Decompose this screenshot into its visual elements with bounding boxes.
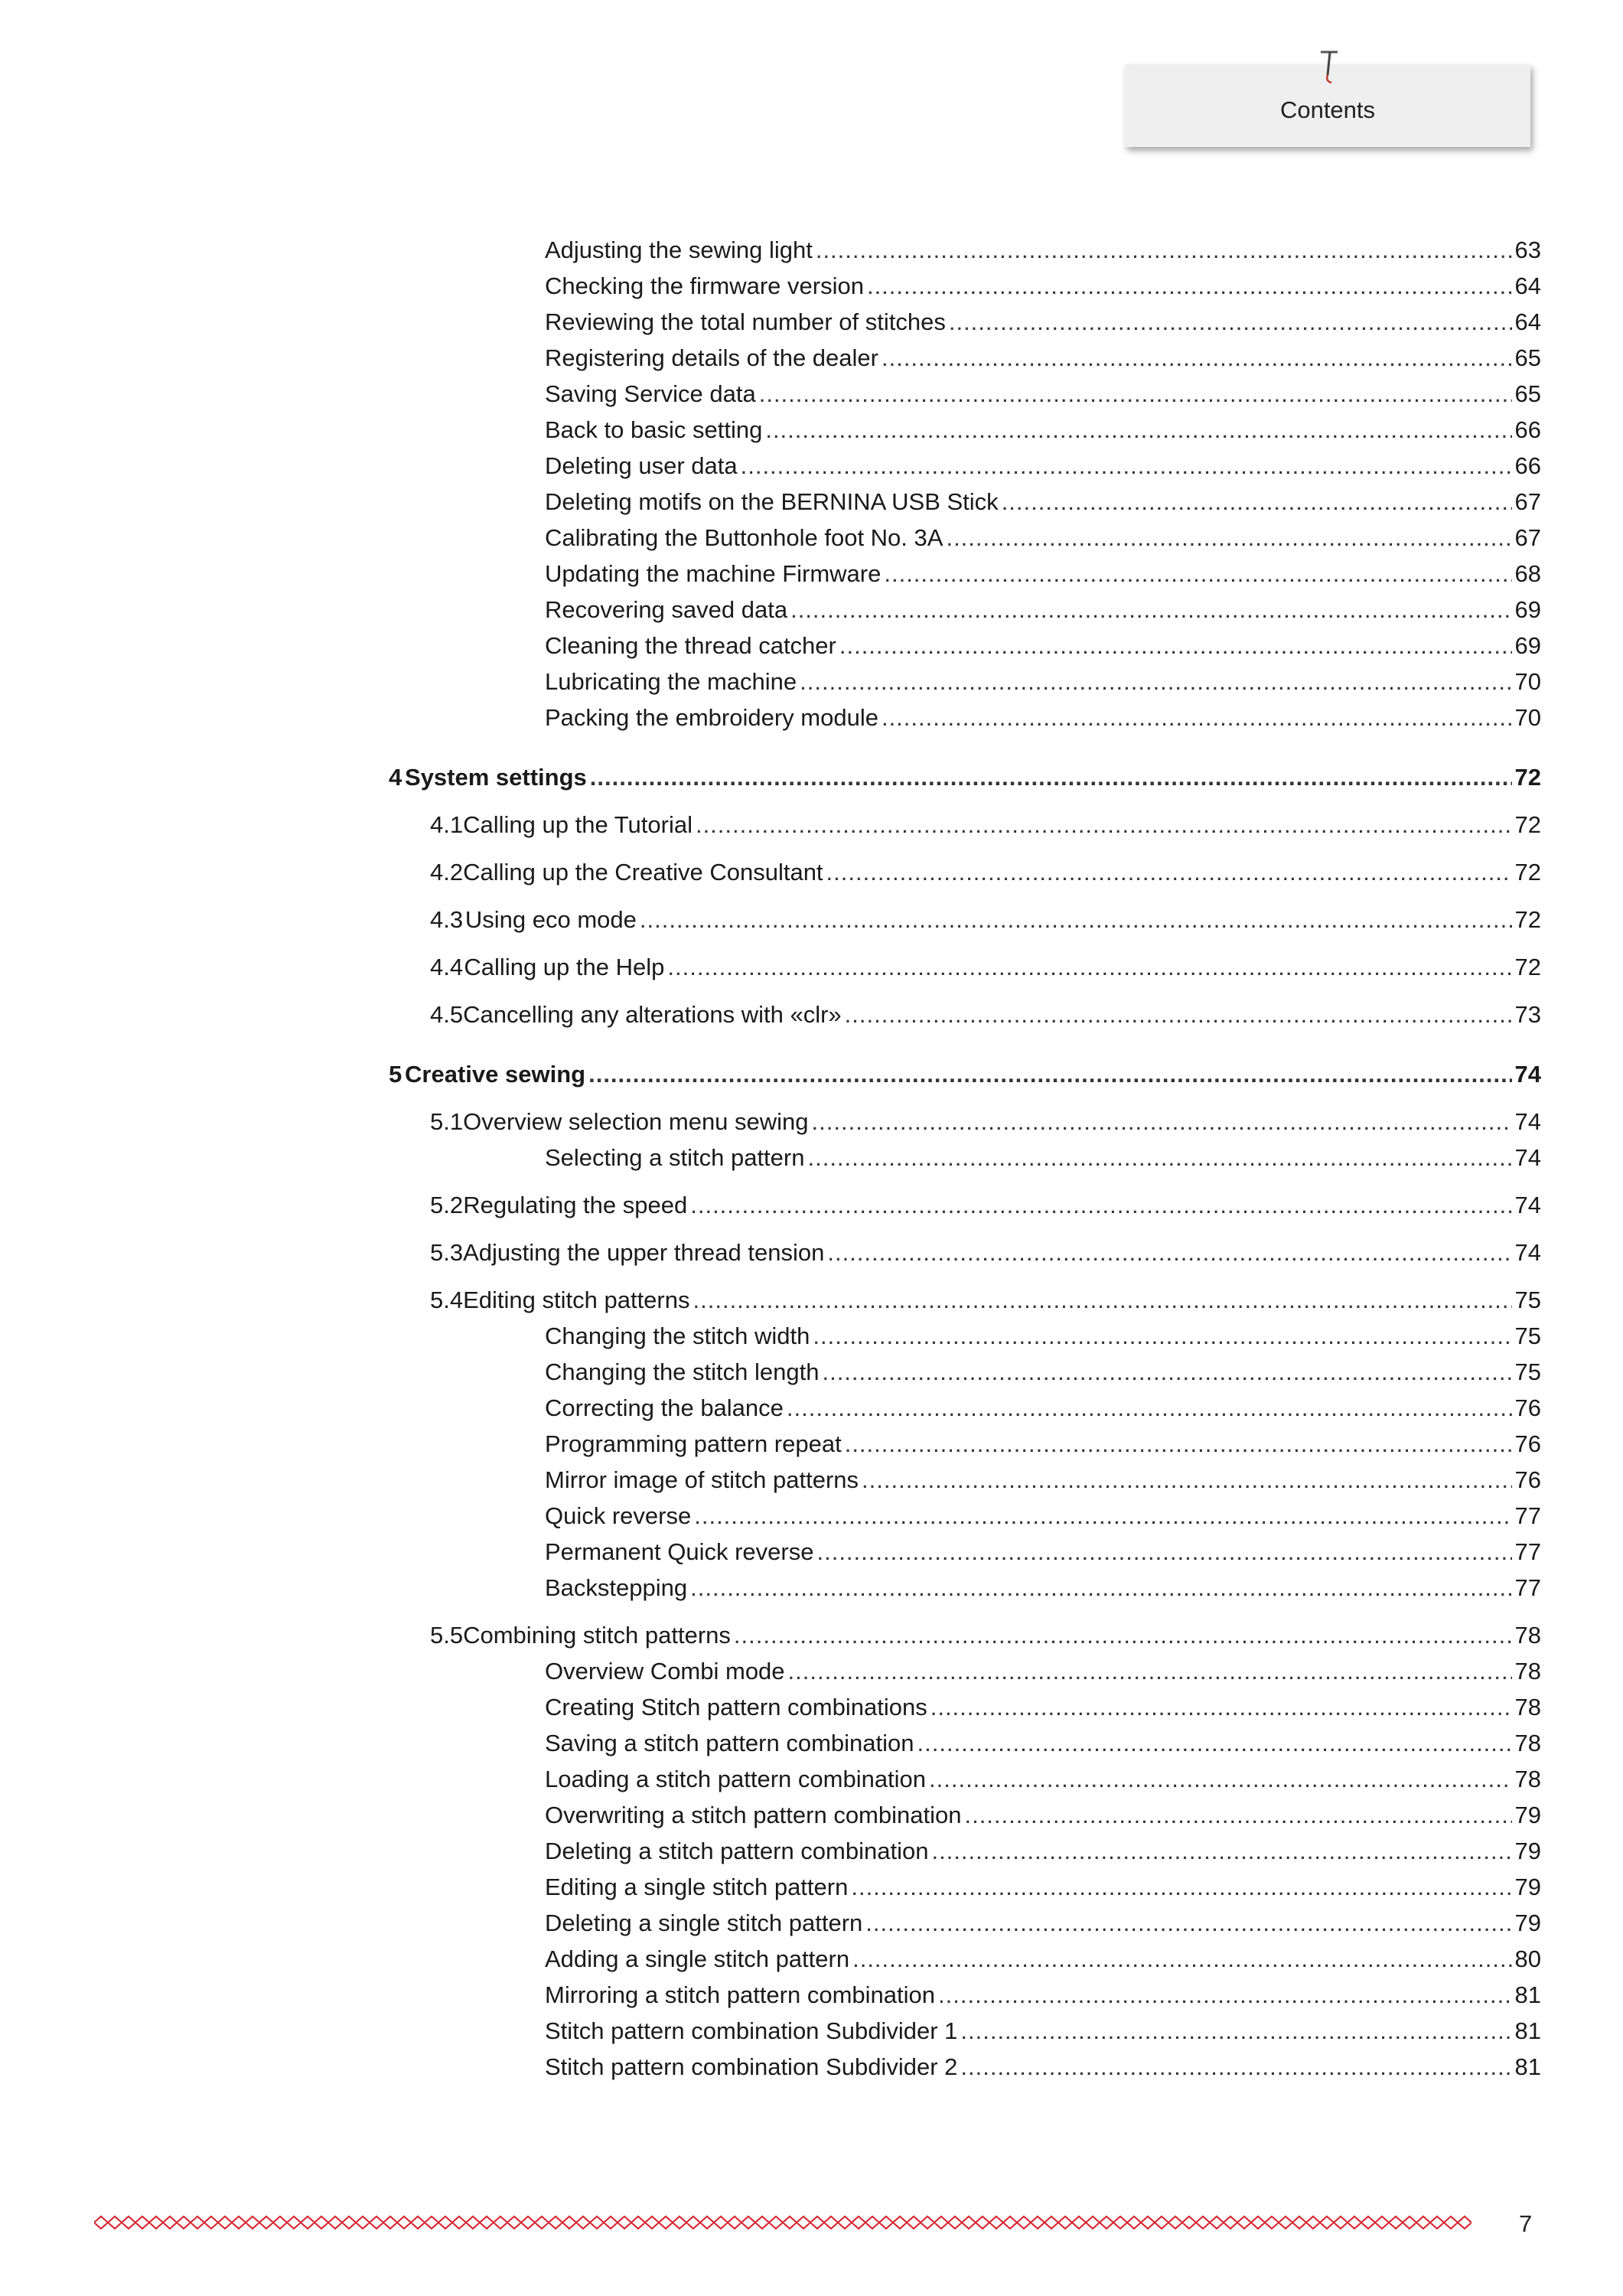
toc-dot-leader: [667, 952, 1511, 983]
toc-chapter-row[interactable]: [389, 1059, 1541, 1090]
toc-subsection-row[interactable]: [545, 1908, 1541, 1939]
toc-page-number: 76: [1514, 1430, 1541, 1457]
toc-title: Reviewing the total number of stitches: [545, 308, 946, 335]
toc-title: Deleting a single stitch pattern: [545, 1910, 863, 1936]
toc-number: 4.5: [430, 1001, 464, 1028]
toc-page-number: 66: [1514, 416, 1541, 443]
toc-dot-leader: [839, 631, 1512, 661]
toc-dot-leader: [734, 1620, 1512, 1651]
toc-title: Changing the stitch width: [545, 1322, 810, 1349]
toc-dot-leader: [590, 762, 1512, 793]
sewing-needle-icon: [1315, 44, 1345, 86]
toc-dot-leader: [690, 1190, 1511, 1221]
toc-page-number: 77: [1514, 1538, 1541, 1565]
toc-subsection-row[interactable]: [545, 2052, 1541, 2082]
toc-page-number: 67: [1514, 488, 1541, 515]
toc-title: Programming pattern repeat: [545, 1430, 842, 1457]
toc-page-number: 74: [1514, 1061, 1541, 1088]
toc-page-number: 81: [1514, 2053, 1541, 2080]
toc-subsection-row[interactable]: [545, 307, 1541, 338]
toc-dot-leader: [813, 1321, 1511, 1352]
toc-page-number: 78: [1514, 1766, 1541, 1792]
toc-title: Mirroring a stitch pattern combination: [545, 1981, 936, 2008]
toc-page-number: 67: [1514, 524, 1541, 551]
toc-dot-leader: [788, 1656, 1512, 1687]
toc-dot-leader: [827, 1238, 1511, 1268]
toc-dot-leader: [938, 1980, 1512, 2011]
toc-dot-leader: [640, 905, 1512, 935]
toc-section-row[interactable]: [430, 810, 1541, 840]
toc-subsection-row[interactable]: [545, 1143, 1541, 1173]
toc-number: 4: [389, 764, 402, 791]
toc-subsection-row[interactable]: [545, 451, 1541, 481]
toc-page-number: 79: [1514, 1802, 1541, 1828]
toc-subsection-row[interactable]: [545, 1357, 1541, 1388]
toc-dot-leader: [946, 523, 1511, 553]
toc-title: Calibrating the Buttonhole foot No. 3A: [545, 524, 943, 551]
toc-subsection-row[interactable]: [545, 1944, 1541, 1975]
toc-page-number: 70: [1514, 668, 1541, 695]
toc-title: Creating Stitch pattern combinations: [545, 1694, 927, 1720]
toc-subsection-row[interactable]: [545, 1872, 1541, 1903]
toc-section-row[interactable]: [430, 1285, 1541, 1316]
toc-subsection-row[interactable]: [545, 1728, 1541, 1759]
toc-title: Editing a single stitch pattern: [545, 1874, 849, 1900]
toc-subsection-row[interactable]: [545, 703, 1541, 733]
toc-page-number: 64: [1514, 308, 1541, 335]
toc-dot-leader: [867, 271, 1512, 302]
toc-number: 5.3: [430, 1239, 464, 1266]
toc-subsection-row[interactable]: [545, 595, 1541, 625]
toc-title: Mirror image of stitch patterns: [545, 1466, 859, 1493]
toc-title: Recovering saved data: [545, 596, 788, 623]
toc-number: 5.5: [430, 1622, 464, 1649]
toc-title: Selecting a stitch pattern: [545, 1144, 805, 1171]
header-tab-label: Contents: [1279, 96, 1376, 123]
toc-subsection-row[interactable]: [545, 631, 1541, 661]
toc-subsection-row[interactable]: [545, 1321, 1541, 1352]
toc-dot-leader: [588, 1059, 1511, 1090]
toc-page-number: 65: [1514, 344, 1541, 371]
toc-dot-leader: [694, 1501, 1511, 1531]
toc-page-number: 78: [1514, 1694, 1541, 1720]
toc-number: 5.2: [430, 1192, 464, 1218]
toc-page-number: 80: [1514, 1945, 1541, 1972]
toc-number: 4.1: [430, 811, 464, 838]
toc-page-number: 68: [1514, 560, 1541, 587]
zigzag-stitch-border-icon: [94, 2214, 1471, 2231]
toc-page-number: 77: [1514, 1574, 1541, 1601]
toc-subsection-row[interactable]: [545, 1656, 1541, 1687]
toc-dot-leader: [822, 1357, 1511, 1388]
toc-dot-leader: [964, 1800, 1511, 1831]
toc-title: Changing the stitch length: [545, 1358, 820, 1385]
toc-number: 5.1: [430, 1108, 464, 1135]
toc-dot-leader: [852, 1944, 1511, 1975]
toc-section-row[interactable]: [430, 1107, 1541, 1137]
toc-title: Lubricating the machine: [545, 668, 797, 695]
toc-dot-leader: [812, 1107, 1512, 1137]
toc-title: Editing stitch patterns: [463, 1287, 690, 1313]
toc-dot-leader: [949, 307, 1512, 338]
toc-title: Adding a single stitch pattern: [545, 1945, 850, 1972]
toc-dot-leader: [930, 1692, 1512, 1723]
toc-page-number: 75: [1514, 1322, 1541, 1349]
toc-title: Correcting the balance: [545, 1394, 784, 1421]
toc-title: Permanent Quick reverse: [545, 1538, 814, 1565]
toc-page-number: 74: [1514, 1108, 1541, 1135]
toc-page-number: 79: [1514, 1874, 1541, 1900]
toc-page-number: 72: [1514, 906, 1541, 933]
toc-page-number: 77: [1514, 1502, 1541, 1529]
toc-page-number: 81: [1514, 1981, 1541, 2008]
toc-dot-leader: [865, 1908, 1511, 1939]
toc-title: Calling up the Creative Consultant: [463, 859, 823, 885]
toc-page-number: 74: [1514, 1192, 1541, 1218]
toc-page-number: 72: [1514, 859, 1541, 885]
toc-title: Adjusting the upper thread tension: [463, 1239, 825, 1266]
toc-dot-leader: [693, 1285, 1512, 1316]
toc-title: Loading a stitch pattern combination: [545, 1766, 927, 1792]
page-number: 7: [1519, 2210, 1533, 2237]
toc-dot-leader: [696, 810, 1512, 840]
toc-dot-leader: [790, 595, 1511, 625]
toc-page-number: 74: [1514, 1144, 1541, 1171]
toc-title: Quick reverse: [545, 1502, 692, 1529]
toc-title: Cancelling any alterations with «clr»: [463, 1001, 842, 1028]
toc-title: Calling up the Tutorial: [463, 811, 693, 838]
toc-subsection-row[interactable]: [545, 1573, 1541, 1603]
toc-page-number: 69: [1514, 596, 1541, 623]
toc-page-number: 81: [1514, 2017, 1541, 2044]
toc-subsection-row[interactable]: [545, 487, 1541, 517]
toc-section-row[interactable]: [430, 952, 1541, 983]
toc-title: Stitch pattern combination Subdivider 1: [545, 2017, 958, 2044]
toc-title: Adjusting the sewing light: [545, 236, 813, 263]
toc-dot-leader: [826, 857, 1512, 888]
toc-dot-leader: [929, 1764, 1511, 1795]
toc-page-number: 79: [1514, 1838, 1541, 1864]
toc-title: Saving a stitch pattern combination: [545, 1730, 914, 1756]
toc-number: 5: [389, 1061, 402, 1088]
toc-title: Updating the machine Firmware: [545, 560, 882, 587]
toc-dot-leader: [960, 2052, 1511, 2082]
toc-page-number: 70: [1514, 704, 1541, 731]
toc-subsection-row[interactable]: [545, 1764, 1541, 1795]
toc-section-row[interactable]: [430, 905, 1541, 935]
toc-page-number: 76: [1514, 1394, 1541, 1421]
toc-title: Overview selection menu sewing: [463, 1108, 809, 1135]
toc-dot-leader: [884, 559, 1511, 589]
toc-dot-leader: [845, 1429, 1512, 1459]
toc-dot-leader: [917, 1728, 1512, 1759]
toc-title: Checking the firmware version: [545, 272, 864, 299]
toc-section-row[interactable]: [430, 1238, 1541, 1268]
toc-title: Calling up the Help: [464, 954, 665, 980]
toc-section-row[interactable]: [430, 857, 1541, 888]
toc-number: 5.4: [430, 1287, 464, 1313]
toc-section-row[interactable]: [430, 1620, 1541, 1651]
toc-title: Creative sewing: [405, 1061, 586, 1088]
toc-number: 4.2: [430, 859, 464, 885]
toc-subsection-row[interactable]: [545, 379, 1541, 409]
toc-subsection-row[interactable]: [545, 1980, 1541, 2011]
toc-page-number: 73: [1514, 1001, 1541, 1028]
toc-page-number: 76: [1514, 1466, 1541, 1493]
toc-subsection-row[interactable]: [545, 1465, 1541, 1495]
toc-dot-leader: [741, 451, 1512, 481]
toc-dot-leader: [759, 379, 1512, 409]
toc-page-number: 78: [1514, 1730, 1541, 1756]
toc-page-number: 72: [1514, 764, 1541, 791]
toc-title: Backstepping: [545, 1574, 688, 1601]
toc-title: Using eco mode: [464, 906, 637, 933]
toc-page-number: 64: [1514, 272, 1541, 299]
toc-dot-leader: [816, 235, 1512, 266]
toc-title: Stitch pattern combination Subdivider 2: [545, 2053, 958, 2080]
toc-number: 4.3: [430, 906, 464, 933]
toc-page-number: 78: [1514, 1658, 1541, 1684]
toc-dot-leader: [931, 1836, 1511, 1867]
toc-page-number: 79: [1514, 1910, 1541, 1936]
toc-dot-leader: [882, 703, 1512, 733]
toc-page-number: 78: [1514, 1622, 1541, 1649]
toc-subsection-row[interactable]: [545, 1836, 1541, 1867]
toc-title: Deleting a stitch pattern combination: [545, 1838, 929, 1864]
toc-page-number: 65: [1514, 380, 1541, 407]
toc-subsection-row[interactable]: [545, 1393, 1541, 1424]
toc-subsection-row[interactable]: [545, 1501, 1541, 1531]
toc-title: Overview Combi mode: [545, 1658, 785, 1684]
toc-dot-leader: [851, 1872, 1511, 1903]
toc-subsection-row[interactable]: [545, 523, 1541, 553]
toc-title: Packing the embroidery module: [545, 704, 878, 731]
toc-title: Back to basic setting: [545, 416, 763, 443]
toc-title: Deleting user data: [545, 452, 738, 479]
toc-dot-leader: [690, 1573, 1511, 1603]
toc-subsection-row[interactable]: [545, 235, 1541, 266]
toc-subsection-row[interactable]: [545, 1692, 1541, 1723]
toc-title: Overwriting a stitch pattern combination: [545, 1802, 962, 1828]
toc-title: Registering details of the dealer: [545, 344, 878, 371]
toc-section-row[interactable]: [430, 1190, 1541, 1221]
toc-page-number: 69: [1514, 632, 1541, 659]
toc-dot-leader: [765, 415, 1511, 445]
toc-dot-leader: [1002, 487, 1512, 517]
toc-chapter-row[interactable]: [389, 762, 1541, 793]
toc-subsection-row[interactable]: [545, 2016, 1541, 2047]
toc-section-row[interactable]: [430, 1000, 1541, 1030]
toc-subsection-row[interactable]: [545, 559, 1541, 589]
toc-subsection-row[interactable]: [545, 1800, 1541, 1831]
toc-number: 4.4: [430, 954, 464, 980]
toc-dot-leader: [845, 1000, 1512, 1030]
toc-subsection-row[interactable]: [545, 667, 1541, 697]
toc-dot-leader: [800, 667, 1511, 697]
toc-page-number: 66: [1514, 452, 1541, 479]
toc-dot-leader: [882, 343, 1512, 373]
toc-title: Regulating the speed: [463, 1192, 688, 1218]
toc-dot-leader: [862, 1465, 1511, 1495]
toc-title: Combining stitch patterns: [463, 1622, 731, 1649]
toc-page-number: 72: [1514, 954, 1541, 980]
toc-title: Saving Service data: [545, 380, 756, 407]
toc-subsection-row[interactable]: [545, 415, 1541, 445]
toc-dot-leader: [787, 1393, 1512, 1424]
toc-subsection-row[interactable]: [545, 343, 1541, 373]
toc-page-number: 74: [1514, 1239, 1541, 1266]
toc-dot-leader: [816, 1537, 1511, 1567]
toc-page-number: 75: [1514, 1358, 1541, 1385]
toc-title: System settings: [405, 764, 587, 791]
toc-subsection-row[interactable]: [545, 271, 1541, 302]
toc-dot-leader: [807, 1143, 1511, 1173]
toc-subsection-row[interactable]: [545, 1537, 1541, 1567]
toc-subsection-row[interactable]: [545, 1429, 1541, 1459]
toc-page-number: 72: [1514, 811, 1541, 838]
toc-title: Cleaning the thread catcher: [545, 632, 836, 659]
toc-title: Deleting motifs on the BERNINA USB Stick: [545, 488, 999, 515]
toc-dot-leader: [960, 2016, 1511, 2047]
toc-page-number: 75: [1514, 1287, 1541, 1313]
toc-page-number: 63: [1514, 236, 1541, 263]
